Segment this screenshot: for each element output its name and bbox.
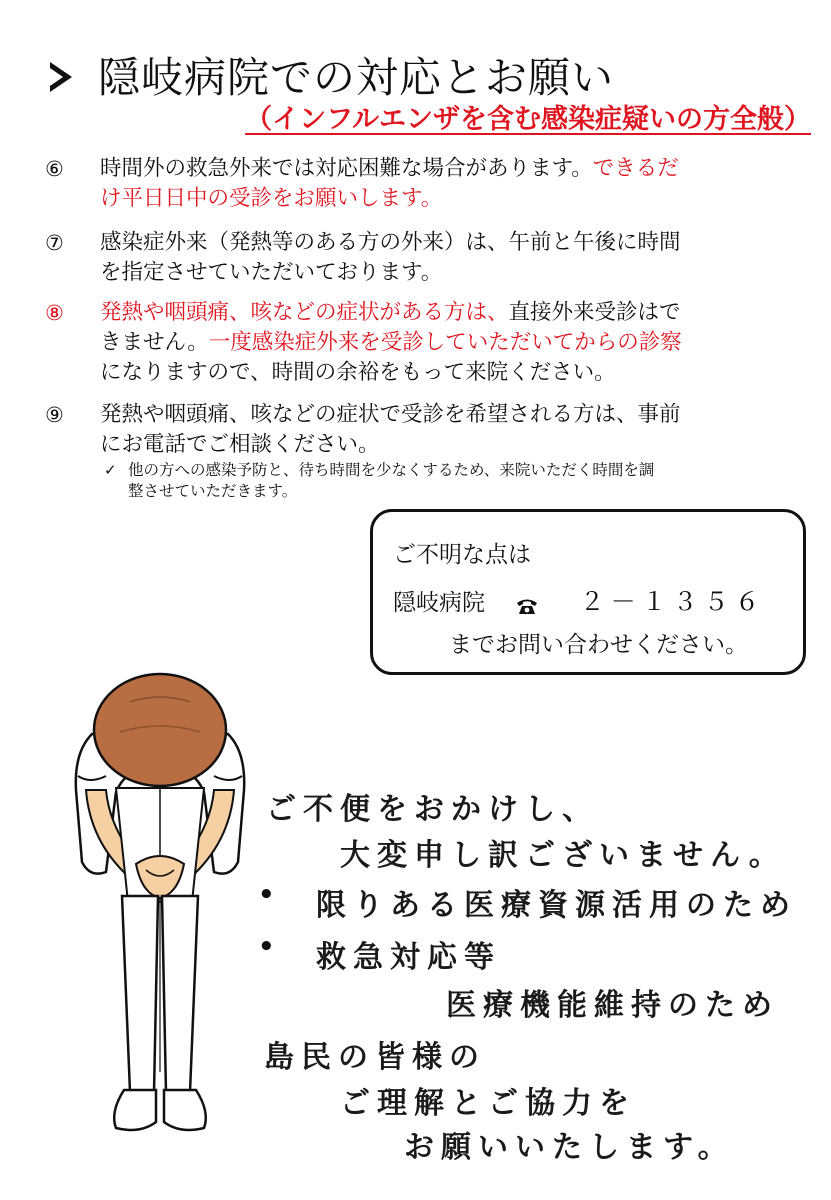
item-line: にお電話でご相談ください。 — [100, 432, 380, 457]
notice-item-8 — [45, 298, 805, 388]
item-text-red: け平日日中の受診をお願いします。 — [100, 186, 443, 211]
closing-line-3: お願いいたします。 — [404, 1130, 735, 1165]
item-number: ⑨ — [45, 403, 64, 427]
contact-outro: までお問い合わせください。 — [449, 632, 748, 658]
item-text-black: 時間外の救急外来では対応困難な場合があります。 — [100, 156, 593, 181]
item-text — [100, 298, 805, 388]
hospital-name: 隠岐病院 — [393, 590, 485, 616]
item-text-black: 直接外来受診はで — [508, 300, 681, 325]
item-text — [100, 154, 805, 214]
item-number: ⑧ — [45, 301, 64, 325]
reason-line-2: 救急対応等 — [316, 940, 501, 975]
page-title: 隠岐病院での対応とお願い — [98, 53, 615, 102]
bowing-nurse-illustration — [60, 672, 260, 1152]
notice-item-7 — [45, 228, 805, 288]
reason-line-1: 限りある医療資源活用のため — [316, 888, 797, 923]
footnote-text — [128, 460, 654, 502]
item-text-red: 一度感染症外来を受診していただいてからの診察 — [208, 330, 682, 355]
item-number: ⑥ — [45, 157, 64, 181]
footnote-line: 整させていただきます。 — [128, 482, 298, 500]
phone-number: ２－１３５６ — [579, 587, 766, 616]
checkmark-icon: ✓ — [104, 461, 117, 479]
page-subtitle: （インフルエンザを含む感染症疑いの方全般） — [245, 104, 811, 135]
item-line: 発熱や咽頭痛、咳などの症状で受診を希望される方は、事前 — [100, 402, 681, 427]
notice-item-6 — [45, 154, 805, 214]
notice-item-9 — [45, 400, 805, 460]
apology-line-1: ご不便をおかけし、 — [266, 792, 599, 827]
apology-line-2: 大変申し訳ございません。 — [340, 838, 786, 873]
bullet-icon: • — [258, 880, 275, 910]
item-line: 感染症外来（発熱等のある方の外来）は、午前と午後に時間 — [100, 230, 681, 255]
item-text-red: できるだ — [592, 156, 679, 181]
reason-line-2-cont: 医療機能維持のため — [446, 988, 779, 1023]
closing-line-1: 島民の皆様の — [264, 1040, 486, 1075]
item-text-black: きません。 — [100, 330, 209, 355]
item-text — [100, 228, 805, 288]
contact-intro: ご不明な点は — [393, 542, 531, 568]
telephone-icon — [516, 595, 538, 613]
item-text — [100, 400, 805, 460]
item-text-red: 発熱や咽頭痛、咳などの症状がある方は、 — [100, 300, 509, 325]
arrow-bullet-icon — [50, 62, 72, 92]
footnote — [104, 460, 784, 502]
closing-line-2: ご理解とご協力を — [340, 1086, 636, 1121]
item-line: になりますので、時間の余裕をもって来院ください。 — [100, 360, 616, 385]
contact-phone-line — [393, 582, 766, 618]
item-number: ⑦ — [45, 231, 64, 255]
contact-box — [370, 509, 806, 675]
bullet-icon: • — [258, 932, 275, 962]
footnote-line: 他の方への感染予防と、待ち時間を少なくするため、来院いただく時間を調 — [128, 461, 655, 479]
item-line: を指定させていただいております。 — [100, 260, 443, 285]
